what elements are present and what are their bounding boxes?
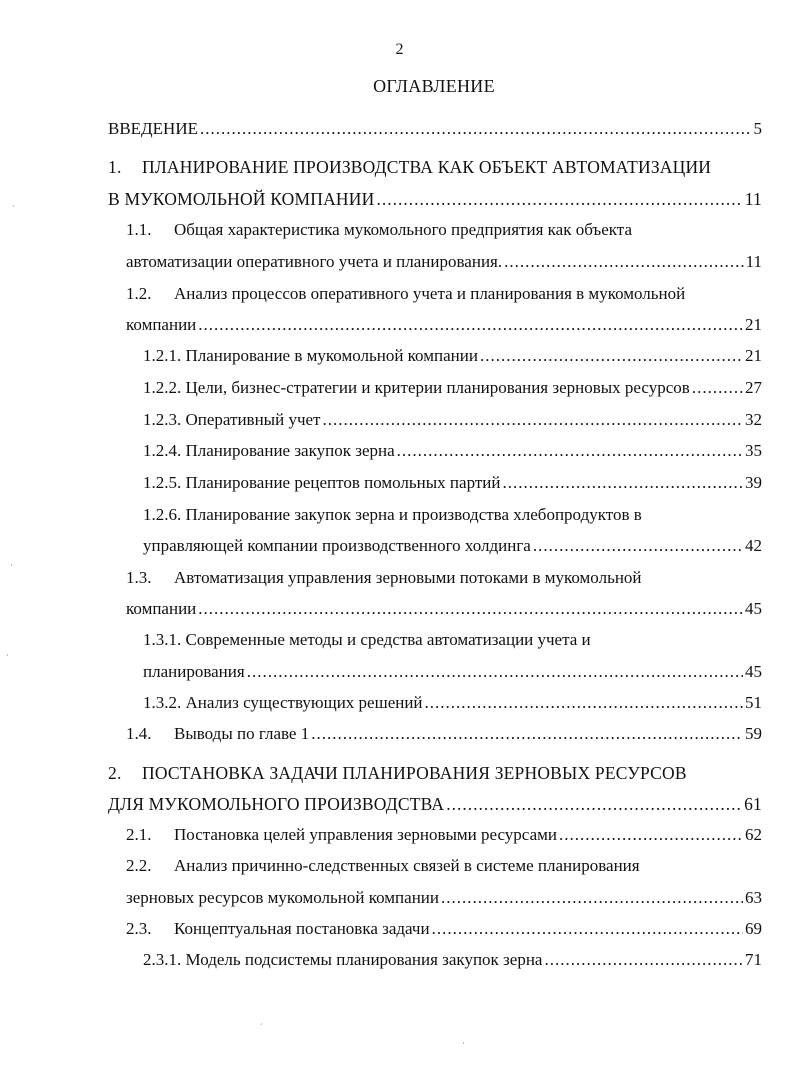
- toc-section-1-3-line2: [126, 597, 762, 621]
- toc-page-number: 11: [745, 252, 762, 271]
- toc-entry-title: Концептуальная постановка задачи: [174, 919, 430, 938]
- scan-speck: ·: [10, 560, 13, 570]
- toc-entry-number: 1.: [108, 157, 122, 177]
- toc-page-number: 61: [744, 794, 762, 814]
- toc-entry-text: 1.3.2. Анализ существующих решений: [143, 693, 423, 712]
- scan-speck: ·: [462, 1038, 465, 1048]
- toc-entry-number: 1.2.: [126, 284, 152, 303]
- toc-entry-text: ВВЕДЕНИЕ: [108, 119, 198, 138]
- toc-entry-number: 1.3.: [126, 568, 152, 587]
- toc-page-number: 39: [745, 473, 762, 492]
- toc-subsection-1-3-1-line1: [143, 628, 591, 652]
- toc-page-number: 32: [745, 410, 762, 429]
- toc-page-number: 51: [745, 693, 762, 712]
- toc-page-number: 45: [745, 662, 762, 681]
- toc-entry-text: ДЛЯ МУКОМОЛЬНОГО ПРОИЗВОДСТВА: [108, 794, 445, 814]
- toc-subsection-1-2-1: [143, 344, 762, 368]
- toc-page-number: 35: [745, 441, 762, 460]
- leader-dots: [446, 792, 742, 816]
- toc-entry-number: 2.3.: [126, 919, 152, 938]
- toc-entry-text: 2.3.1. Модель подсистемы планирования закупок зерна: [143, 950, 543, 969]
- toc-entry-text: 1.2.2. Цели, бизнес-стратегии и критерии планирования зерновых ресурсов: [143, 378, 690, 397]
- toc-subsection-1-3-2: [143, 691, 762, 715]
- scan-speck: ´: [260, 1022, 263, 1032]
- toc-section-1-4: [126, 722, 762, 746]
- toc-entry-title: Постановка целей управления зерновыми ресурсами: [174, 825, 557, 844]
- toc-section-1-2-line1: [126, 282, 685, 306]
- toc-chapter-1-line2: [108, 187, 762, 211]
- leader-dots: [425, 691, 743, 715]
- toc-entry-text: В МУКОМОЛЬНОЙ КОМПАНИИ: [108, 189, 375, 209]
- leader-dots: [198, 313, 743, 337]
- toc-entry-number: 2.: [108, 763, 122, 783]
- leader-dots: [480, 344, 743, 368]
- leader-dots: [533, 534, 743, 558]
- toc-entry-text: 1.2.3. Оперативный учет: [143, 410, 321, 429]
- toc-entry-text: Анализ причинно-следственных связей в системе планирования: [174, 856, 640, 875]
- leader-dots: [692, 376, 743, 400]
- toc-entry-text: планирования: [143, 662, 245, 681]
- toc-entry-text: 1.2.6. Планирование закупок зерна и производства хлебопродуктов в: [143, 505, 642, 524]
- toc-section-2-3: [126, 917, 762, 941]
- scan-speck: ·: [6, 650, 9, 660]
- page-number: 2: [395, 41, 404, 58]
- toc-page-number: 62: [745, 825, 762, 844]
- toc-entry-text: компании: [126, 315, 197, 334]
- toc-entry-text: Анализ процессов оперативного учета и планирования в мукомольной: [174, 284, 686, 303]
- toc-page-number: 11: [744, 189, 762, 209]
- leader-dots: [559, 823, 743, 847]
- toc-section-2-2-line2: [126, 886, 762, 910]
- toc-subsection-1-2-6-line2: [143, 534, 762, 558]
- toc-section-1-1-line1: [126, 218, 632, 242]
- toc-entry-text: [126, 722, 309, 746]
- toc-section-2-2-line1: [126, 854, 640, 878]
- toc-page-number: 63: [745, 888, 762, 907]
- leader-dots: [198, 597, 743, 621]
- leader-dots: [432, 917, 743, 941]
- leader-dots: [376, 187, 742, 211]
- toc-entry-text: ПЛАНИРОВАНИЕ ПРОИЗВОДСТВА КАК ОБЪЕКТ АВТОМАТИЗАЦИИ: [142, 157, 712, 177]
- toc-section-1-3-line1: [126, 566, 642, 590]
- leader-dots: [247, 660, 743, 684]
- toc-page-number: 45: [745, 599, 762, 618]
- toc-entry-title: Выводы по главе 1: [174, 724, 310, 743]
- leader-dots: [311, 722, 743, 746]
- toc-entry-text: 1.3.1. Современные методы и средства автоматизации учета и: [143, 630, 591, 649]
- toc-section-1-2-line2: [126, 313, 762, 337]
- leader-dots: [322, 408, 743, 432]
- toc-subsection-1-2-4: [143, 439, 762, 463]
- toc-page-number: 71: [745, 950, 762, 969]
- toc-entry-text: Автоматизация управления зерновыми потоками в мукомольной: [174, 568, 642, 587]
- toc-chapter-1-line1: [108, 155, 711, 179]
- leader-dots: [504, 250, 744, 274]
- toc-page-number: 27: [745, 378, 762, 397]
- toc-entry-text: 1.2.4. Планирование закупок зерна: [143, 441, 395, 460]
- toc-page-number: 42: [745, 536, 762, 555]
- toc-entry-number: 2.2.: [126, 856, 152, 875]
- leader-dots: [544, 948, 743, 972]
- toc-entry-text: зерновых ресурсов мукомольной компании: [126, 888, 439, 907]
- toc-entry-text: компании: [126, 599, 197, 618]
- toc-page-number: 5: [753, 119, 762, 138]
- toc-subsection-1-2-5: [143, 471, 762, 495]
- toc-entry-text: 1.2.1. Планирование в мукомольной компании: [143, 346, 478, 365]
- toc-title: ОГЛАВЛЕНИЕ: [373, 76, 495, 96]
- toc-entry-number: 1.4.: [126, 724, 152, 743]
- toc-section-2-1: [126, 823, 762, 847]
- toc-entry-number: 1.1.: [126, 220, 152, 239]
- toc-subsection-1-3-1-line2: [143, 660, 762, 684]
- toc-entry-intro: [108, 117, 762, 141]
- toc-page-number: 21: [745, 315, 762, 334]
- toc-page-number: 69: [745, 919, 762, 938]
- toc-entry-text: [126, 823, 557, 847]
- leader-dots: [397, 439, 743, 463]
- leader-dots: [502, 471, 743, 495]
- toc-chapter-2-line1: [108, 761, 687, 785]
- toc-entry-number: 2.1.: [126, 825, 152, 844]
- leader-dots: [200, 117, 752, 141]
- toc-subsection-1-2-2: [143, 376, 762, 400]
- toc-chapter-2-line2: [108, 792, 762, 816]
- toc-entry-text: Общая характеристика мукомольного предприятия как объекта: [174, 220, 632, 239]
- toc-entry-text: автоматизации оперативного учета и планирования.: [126, 252, 503, 271]
- toc-subsection-2-3-1: [143, 948, 762, 972]
- toc-entry-text: 1.2.5. Планирование рецептов помольных партий: [143, 473, 501, 492]
- scan-speck: ´: [12, 204, 15, 214]
- toc-entry-text: ПОСТАНОВКА ЗАДАЧИ ПЛАНИРОВАНИЯ ЗЕРНОВЫХ РЕСУРСОВ: [142, 763, 687, 783]
- leader-dots: [441, 886, 743, 910]
- toc-entry-text: управляющей компании производственного холдинга: [143, 536, 531, 555]
- toc-entry-text: [126, 917, 430, 941]
- toc-subsection-1-2-3: [143, 408, 762, 432]
- toc-section-1-1-line2: [126, 250, 762, 274]
- toc-page-number: 59: [745, 724, 762, 743]
- toc-subsection-1-2-6-line1: [143, 503, 642, 527]
- toc-page-number: 21: [745, 346, 762, 365]
